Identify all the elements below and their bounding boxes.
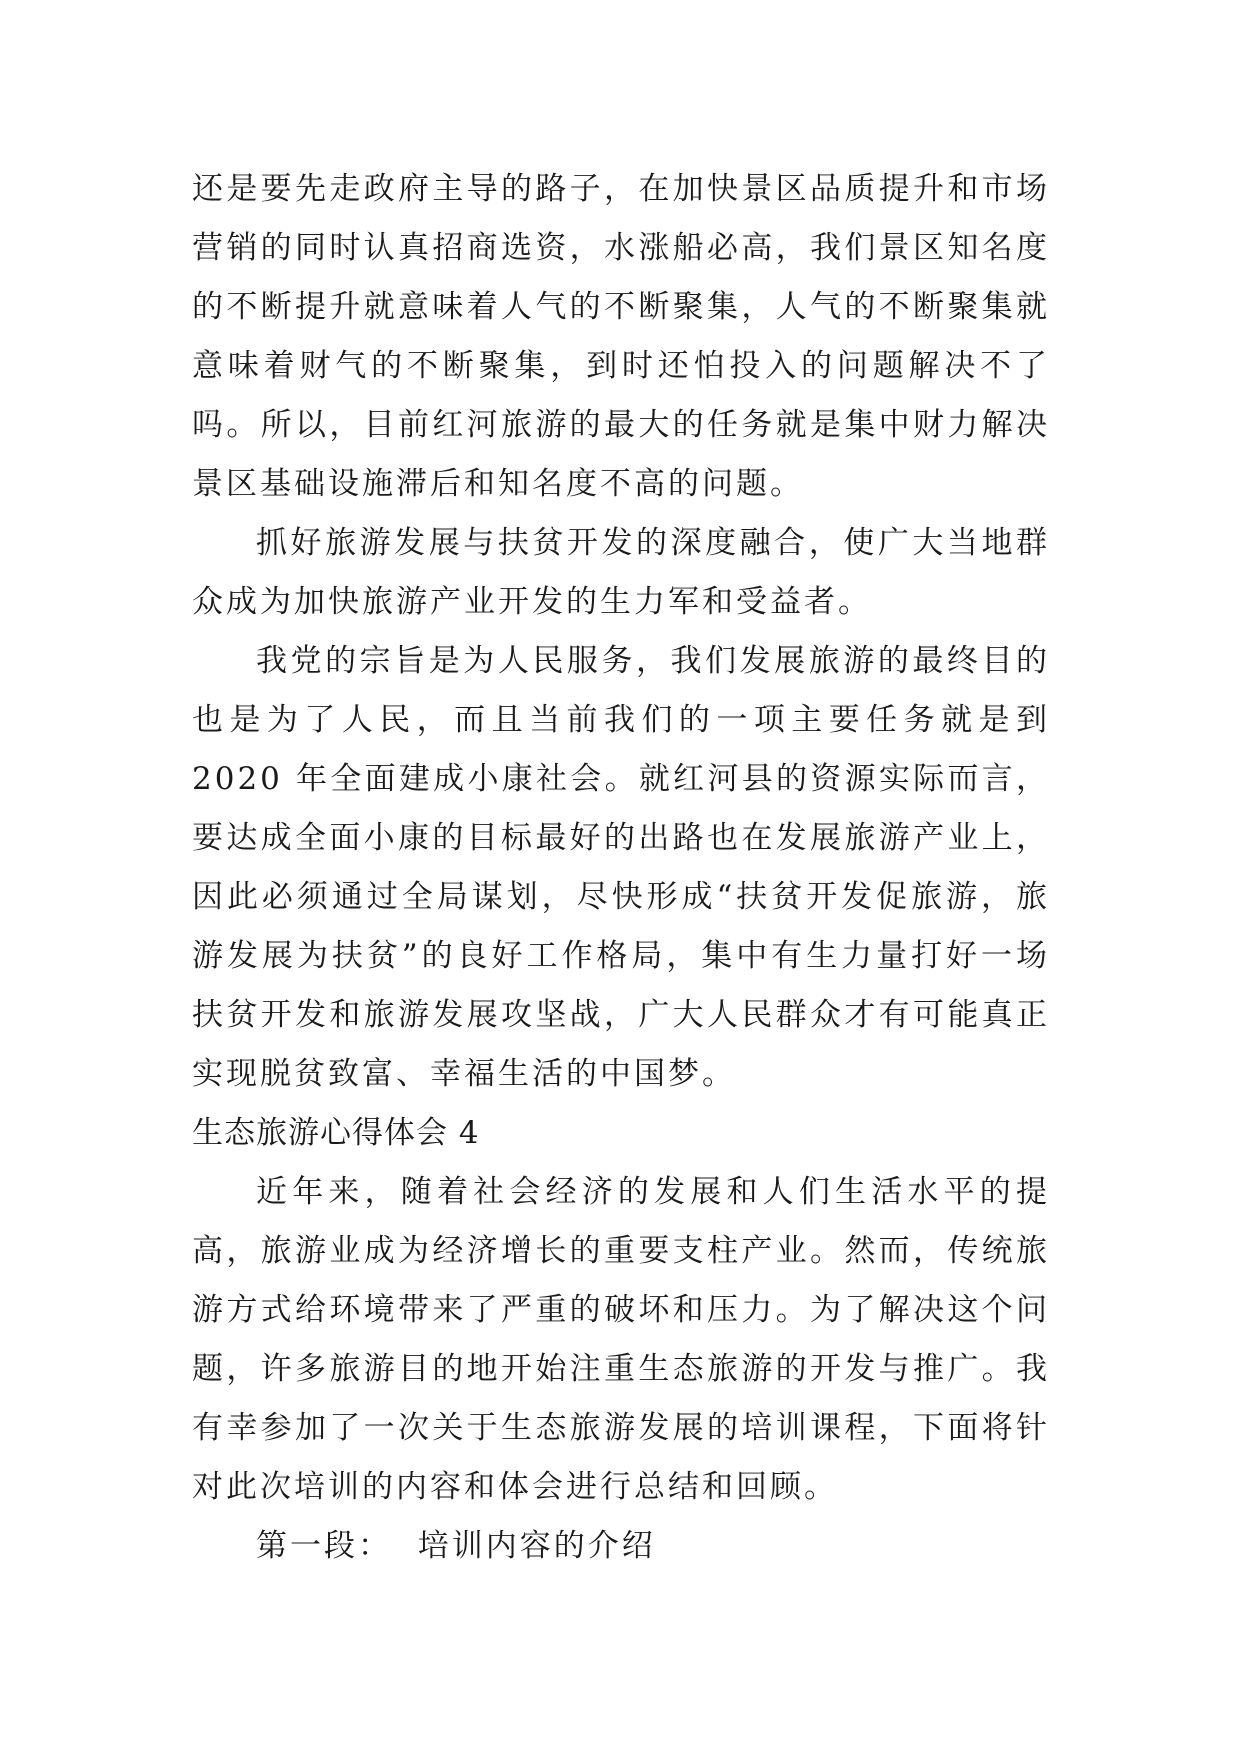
paragraph-2: 抓好旅游发展与扶贫开发的深度融合，使广大当地群众成为加快旅游产业开发的生力军和受益者。 bbox=[192, 525, 1050, 620]
paragraph-3: 我党的宗旨是为人民服务，我们发展旅游的最终目的也是为了人民，而且当前我们的一项主要任务就是到 2020 年全面建成小康社会。就红河县的资源实际而言，要达成全面小康的目标最好的出路也在发展旅游产业上，因此必须通过全局谋划，尽快形成“扶贫开发促旅游，旅游发展为扶贫”的良好工作格局，集中有生力量打好一场扶贫开发和旅游发展攻坚战，广大人民群众才有可能真正实现脱贫致富、幸福生活的中国梦。 bbox=[192, 643, 1050, 1092]
document-body bbox=[192, 160, 1050, 1576]
paragraph-1: 还是要先走政府主导的路子，在加快景区品质提升和市场营销的同时认真招商选资，水涨船必高，我们景区知名度的不断提升就意味着人气的不断聚集，人气的不断聚集就意味着财气的不断聚集，到时还怕投入的问题解决不了吗。所以，目前红河旅游的最大的任务就是集中财力解决景区基础设施滞后和知名度不高的问题。 bbox=[192, 171, 1050, 502]
section-title: 生态旅游心得体会 4 bbox=[192, 1115, 480, 1151]
subheading: 第一段： 培训内容的介绍 bbox=[256, 1528, 656, 1564]
paragraph-4: 近年来，随着社会经济的发展和人们生活水平的提高，旅游业成为经济增长的重要支柱产业。然而，传统旅游方式给环境带来了严重的破坏和压力。为了解决这个问题，许多旅游目的地开始注重生态旅游的开发与推广。我有幸参加了一次关于生态旅游发展的培训课程，下面将针对此次培训的内容和体会进行总结和回顾。 bbox=[192, 1174, 1050, 1505]
